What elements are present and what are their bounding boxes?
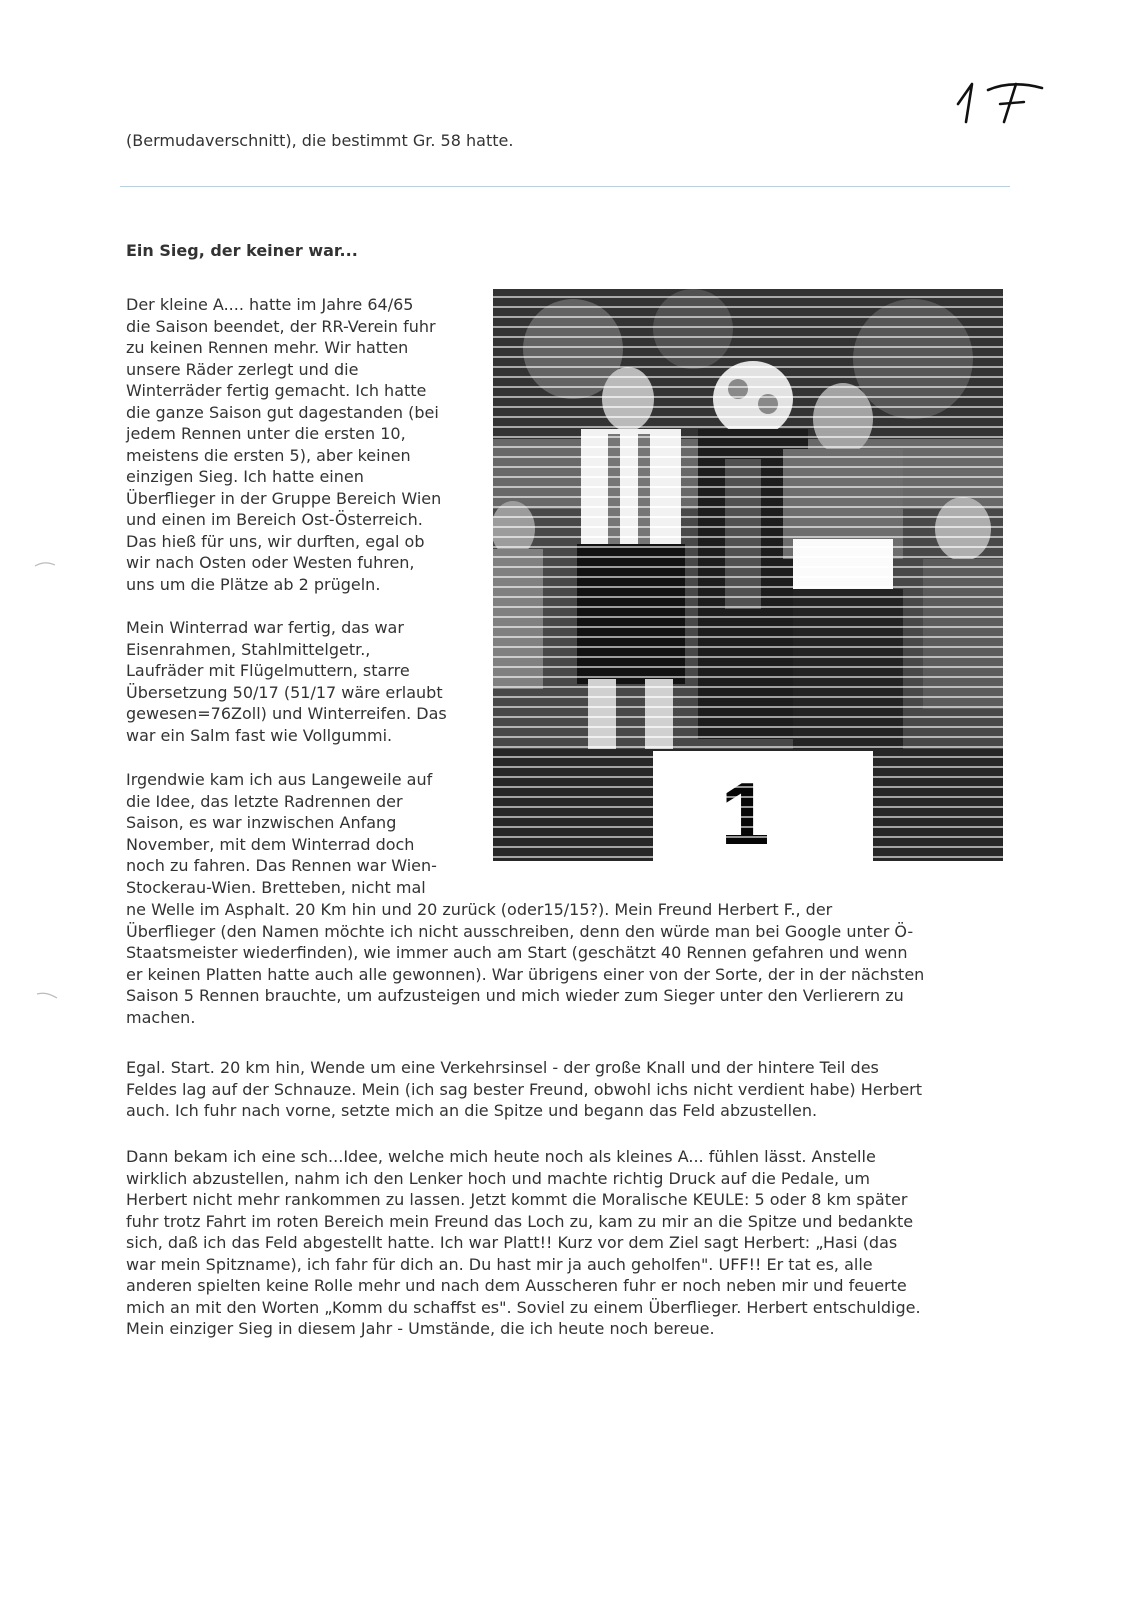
section-divider bbox=[120, 186, 1010, 187]
margin-mark-upper bbox=[34, 560, 56, 570]
margin-mark-lower bbox=[36, 990, 58, 1000]
page-number-handwriting bbox=[950, 62, 1050, 132]
paragraph-5: Dann bekam ich eine sch...Idee, welche mich heute noch als kleines A... fühlen lässt. Anstelle wirklich abzustellen, nahm ich den Lenker hoch und machte richtig Druck auf die Pedale, um Herbert nicht mehr rankommen zu lassen. Jetzt kommt die Moralische KEULE: 5 oder 8 km später fuhr trotz Fahrt im roten Bereich mein Freund das Loch zu, kam zu mir an die Spitze und bedankte sich, daß ich das Feld abgestellt hatte. Ich war Platt!! Kurz vor dem Ziel sagt Herbert: „Hasi (das war mein Spitzname), ich fahr für dich an. Du hast mir ja auch geholfen". UFF!! Er tat es, alle anderen spielten keine Rolle mehr und nach dem Ausscheren fuhr er noch neben mir und feuerte mich an mit den Worten „Komm du schaffst es". Soviel zu einem Überflieger. Herbert entschuldige. Mein einziger Sieg in diesem Jahr - Umstände, die ich heute noch bereue. bbox=[126, 1147, 921, 1338]
paragraph-2: Mein Winterrad war fertig, das war Eisenrahmen, Stahlmittelgetr., Laufräder mit Flügelmuttern, starre Übersetzung 50/17 (51/17 wäre erlaubt gewesen=76Zoll) und Winterreifen. Das war ein Salm fast wie Vollgummi. bbox=[126, 618, 447, 745]
story-heading: Ein Sieg, der keiner war... bbox=[126, 241, 358, 260]
paragraph-3-column: Irgendwie kam ich aus Langeweile auf die Idee, das letzte Radrennen der Saison, es war inzwischen Anfang November, mit dem Winterrad doch noch zu fahren. Das Rennen war Wien- Stockerau-Wien. Bretteben, nicht mal bbox=[126, 770, 437, 897]
continued-text-line: (Bermudaverschnitt), die bestimmt Gr. 58 hatte. bbox=[126, 131, 514, 150]
paragraph-4: Egal. Start. 20 km hin, Wende um eine Verkehrsinsel - der große Knall und der hintere Teil des Feldes lag auf der Schnauze. Mein (ich sag bester Freund, obwohl ichs nicht verdient habe) Herbert auch. Ich fuhr nach vorne, setzte mich an die Spitze und begann das Feld abzustellen. bbox=[126, 1058, 923, 1120]
paragraph-3-continued: ne Welle im Asphalt. 20 Km hin und 20 zurück (oder15/15?). Mein Freund Herbert F., der Überflieger (den Namen möchte ich nicht ausschreiben, denn den würde man bei Google unter Ö- Staatsmeister wiederfinden), wie immer auch am Start (geschätzt 40 Rennen gefahren und wenn er keinen Platten hatte auch alle gewonnen). War übrigens einer von der Sorte, der in der nächsten Saison 5 Rennen brauchte, um aufzusteigen und mich wieder zum Sieger unter den Verlierern zu machen. bbox=[126, 900, 925, 1027]
podium-photo bbox=[493, 289, 1003, 861]
handwritten-page-number bbox=[950, 62, 1050, 132]
paragraph-1: Der kleine A.... hatte im Jahre 64/65 die Saison beendet, der RR-Verein fuhr zu keinen Rennen mehr. Wir hatten unsere Räder zerlegt und die Winterräder fertig gemacht. Ich hatte die ganze Saison gut dagestanden (bei jedem Rennen unter die ersten 10, meistens die ersten 5), aber keinen einzigen Sieg. Ich hatte einen Überflieger in der Gruppe Bereich Wien und einen im Bereich Ost-Österreich. Das hieß für uns, wir durften, egal ob wir nach Osten oder Westen fuhren, uns um die Plätze ab 2 prügeln. bbox=[126, 295, 442, 594]
podium-photo-image bbox=[493, 289, 1003, 861]
